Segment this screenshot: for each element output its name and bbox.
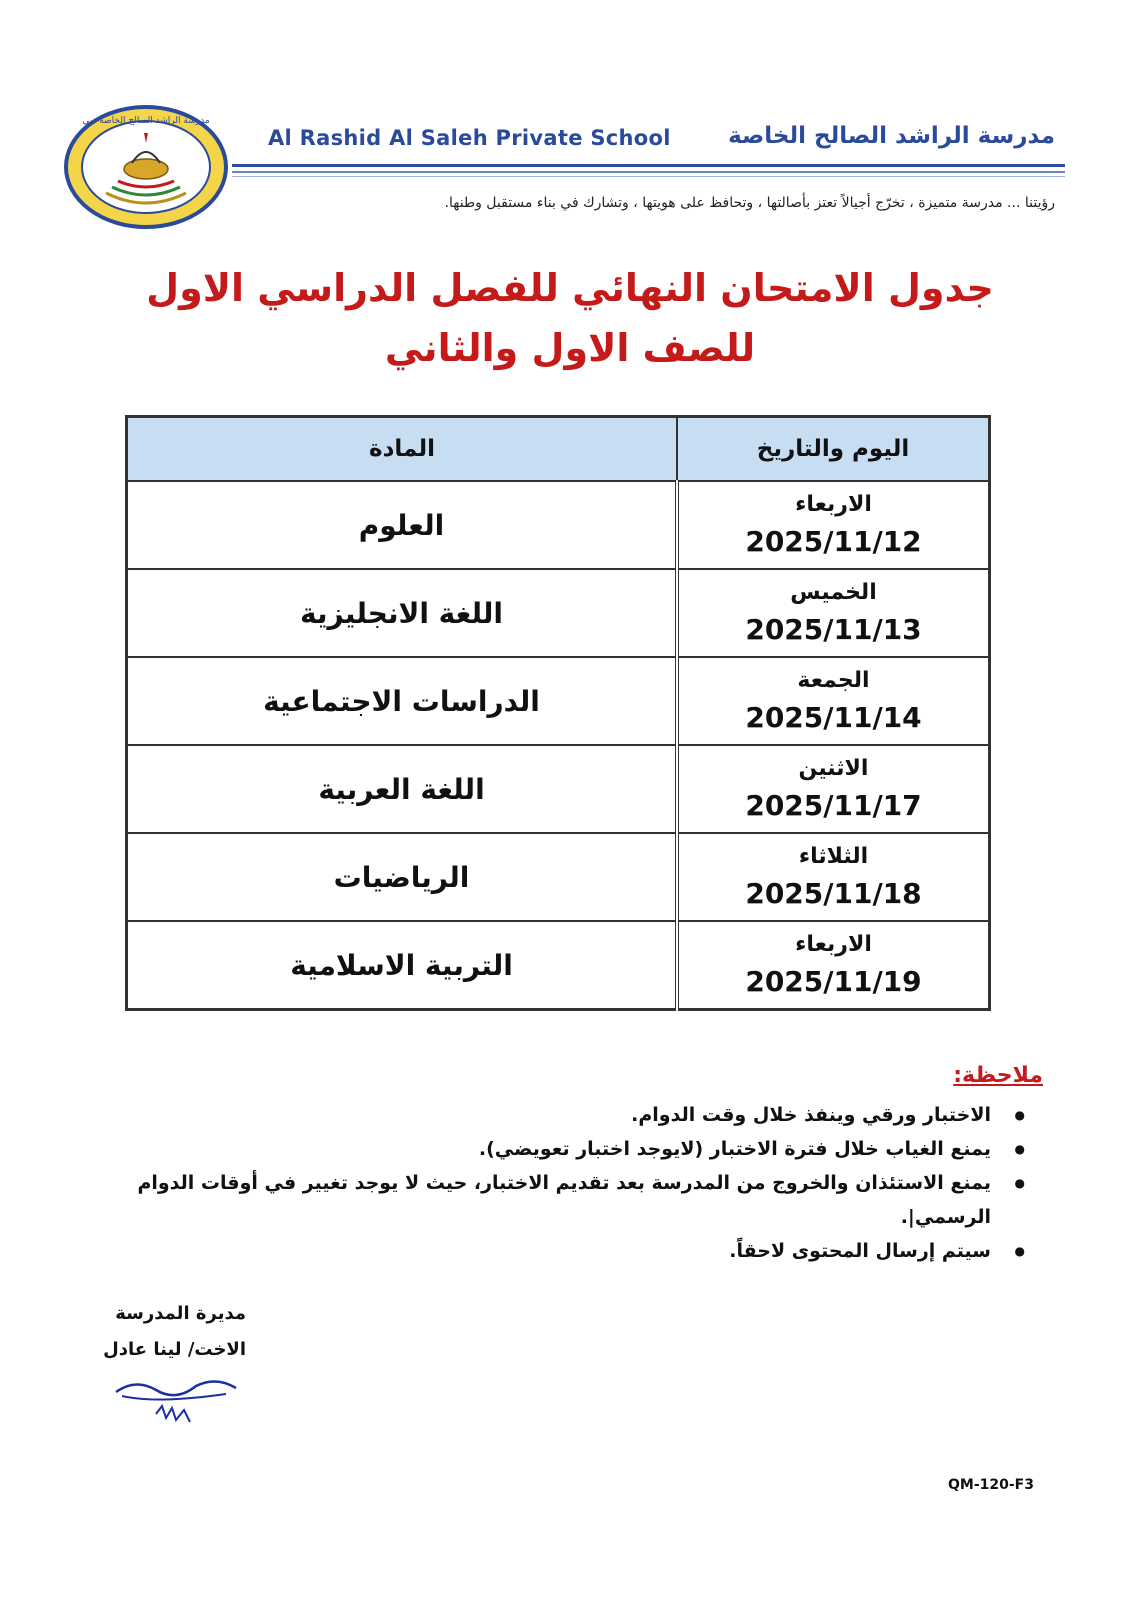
header-divider-thin xyxy=(232,171,1065,173)
day-name: الاربعاء xyxy=(795,932,872,957)
day-name: الخميس xyxy=(790,580,877,605)
subject-cell xyxy=(127,745,678,833)
table-row xyxy=(127,745,990,833)
day-date-cell xyxy=(677,833,990,921)
subject-cell xyxy=(127,569,678,657)
exam-date: 2025/11/17 xyxy=(745,789,922,822)
form-code: QM-120-F3 xyxy=(948,1477,1034,1493)
table-row xyxy=(127,921,990,1010)
table-row xyxy=(127,569,990,657)
page-subtitle: للصف الاول والثاني xyxy=(384,326,756,370)
day-name: الاثنين xyxy=(798,756,869,781)
subject-cell xyxy=(127,657,678,745)
school-name-arabic: مدرسة الراشد الصالح الخاصة xyxy=(728,123,1055,149)
day-date-cell xyxy=(677,657,990,745)
subject-name: اللغة الانجليزية xyxy=(300,596,503,630)
notes-list xyxy=(111,1098,1031,1268)
exam-date: 2025/11/12 xyxy=(745,525,922,558)
subject-name: الدراسات الاجتماعية xyxy=(263,684,540,718)
subject-cell xyxy=(127,481,678,569)
day-date-cell xyxy=(677,481,990,569)
header-divider xyxy=(232,164,1065,167)
table-row xyxy=(127,833,990,921)
exam-date: 2025/11/13 xyxy=(745,613,922,646)
notes-heading: ملاحظة: xyxy=(953,1063,1043,1088)
subject-name: التربية الاسلامية xyxy=(290,948,513,982)
exam-schedule-table xyxy=(125,415,991,1011)
list-item: ● سيتم إرسال المحتوى لاحقاً. xyxy=(111,1234,1031,1268)
subject-cell xyxy=(127,833,678,921)
header-divider-hairline xyxy=(232,176,1065,177)
header-day-date: اليوم والتاريخ xyxy=(677,417,990,482)
exam-date: 2025/11/18 xyxy=(745,877,922,910)
signatory-name: الاخت/ لينا عادل xyxy=(103,1339,246,1360)
exam-date: 2025/11/14 xyxy=(745,701,922,734)
subject-name: الرياضيات xyxy=(333,860,470,894)
day-name: الثلاثاء xyxy=(798,844,869,869)
day-date-cell xyxy=(677,745,990,833)
day-date-cell xyxy=(677,921,990,1010)
table-header-row xyxy=(127,417,990,482)
day-name: الجمعة xyxy=(797,668,870,693)
school-vision: رؤيتنا ... مدرسة متميزة ، تخرّج أجيالاً تعتز بأصالتها ، وتحافظ على هويتها ، وتشارك في بناء مستقبل وطنها. xyxy=(444,195,1055,211)
header-subject: المادة xyxy=(127,417,678,482)
table-row xyxy=(127,481,990,569)
day-date-cell xyxy=(677,569,990,657)
page-title: جدول الامتحان النهائي للفصل الدراسي الاول xyxy=(146,266,994,310)
exam-date: 2025/11/19 xyxy=(745,965,922,998)
school-name-english: Al Rashid Al Saleh Private School xyxy=(268,126,671,150)
subject-cell xyxy=(127,921,678,1010)
list-item: ● يمنع الاستئذان والخروج من المدرسة بعد تقديم الاختبار، حيث لا يوجد تغيير في أوقات الدوام الرسمي|. xyxy=(111,1166,1031,1234)
handwritten-signature xyxy=(96,1370,246,1430)
day-name: الاربعاء xyxy=(795,492,872,517)
table-row xyxy=(127,657,990,745)
subject-name: العلوم xyxy=(358,508,445,542)
list-item: ● يمنع الغياب خلال فترة الاختبار (لايوجد اختبار تعويضي). xyxy=(111,1132,1031,1166)
logo-text: مدرسة الراشد الصالح الخاصة دبي xyxy=(82,116,210,126)
signatory-role: مديرة المدرسة xyxy=(115,1303,246,1324)
subject-name: اللغة العربية xyxy=(318,772,485,806)
list-item: ● الاختبار ورقي وينفذ خلال وقت الدوام. xyxy=(111,1098,1031,1132)
school-logo xyxy=(62,103,230,231)
